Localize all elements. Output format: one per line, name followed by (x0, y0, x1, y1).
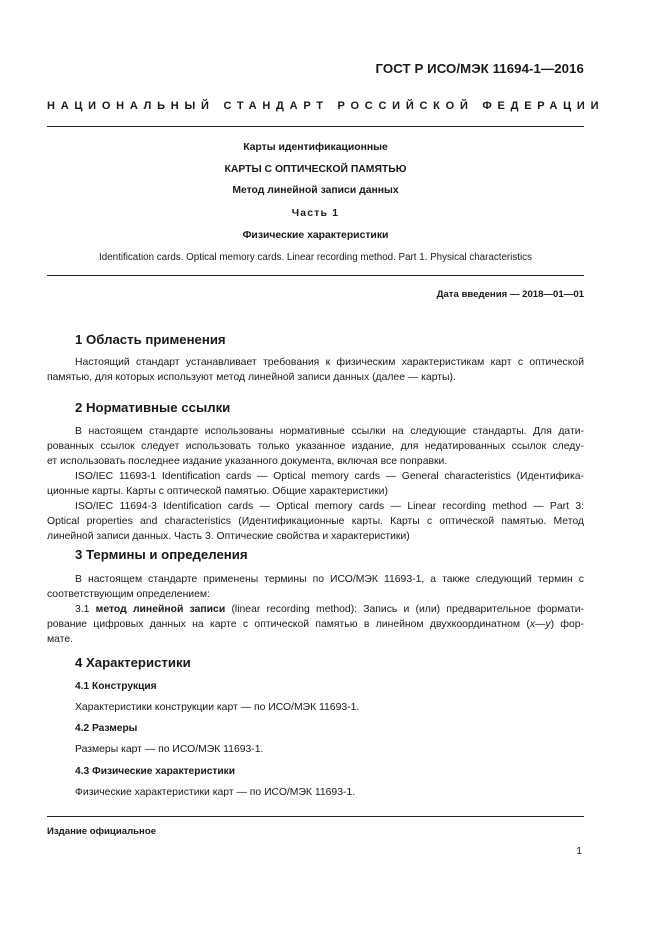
coord-x: x (529, 619, 536, 630)
title-english: Identification cards. Optical memory cards. Linear recording method. Part 1. Physical characteristics (99, 252, 532, 263)
subsection-4-1-text: Характеристики конструкции карт — по ИСО/МЭК 11693-1. (75, 702, 360, 713)
subsection-4-1-heading: 4.1 Конструкция (75, 681, 157, 692)
section-2-line-7: Optical properties and characteristics (Идентификационные карты. Карты с оптической памятью. Метод (47, 516, 584, 527)
coord-y: y (545, 619, 551, 630)
effective-date: Дата введения — 2018—01—01 (436, 289, 584, 300)
section-3-line-2: соответствующим определением: (47, 589, 210, 600)
national-standard-banner: НАЦИОНАЛЬНЫЙ СТАНДАРТ РОССИЙСКОЙ ФЕДЕРАЦИИ (47, 100, 605, 112)
section-2-line-8: линейной записи данных. Часть 3. Оптические свойства и характеристики) (47, 531, 410, 542)
term-definition-cont: рование цифровых данных на карте с оптической памятью в линейном двухкоординатном ( (47, 619, 530, 630)
subsection-4-3-heading: 4.3 Физические характеристики (75, 766, 235, 777)
term-definition-end: ) фор- (550, 619, 585, 630)
section-2-line-3: ет использовать последнее издание указанного документа, включая все поправки. (47, 456, 448, 467)
section-2-line-5: ционные карты. Карты с оптической памятью. Общие характеристики) (47, 486, 388, 497)
section-1-text-line-1: Настоящий стандарт устанавливает требования к физическим характеристикам карт с оптической (75, 357, 584, 368)
subsection-4-2-heading: 4.2 Размеры (75, 723, 138, 734)
term-number: 3.1 (75, 604, 90, 615)
section-2-line-4: ISO/IEC 11693-1 Identification cards — Optical memory cards — General characteristics (Идентифика- (75, 471, 584, 482)
title-line-2: КАРТЫ С ОПТИЧЕСКОЙ ПАМЯТЬЮ (224, 164, 407, 175)
title-line-3: Метод линейной записи данных (232, 185, 399, 196)
edition-label: Издание официальное (47, 826, 157, 837)
section-1-heading: 1 Область применения (75, 332, 226, 347)
title-line-1: Карты идентификационные (243, 142, 388, 153)
term-definition-start: (linear recording method): Запись и (или) предварительное формати- (231, 604, 584, 615)
section-2-line-2: рованных ссылок следует использовать только указанное издание, для недатированных ссылок следу- (47, 441, 584, 452)
title-part: Часть 1 (291, 208, 340, 219)
section-3-line-5: мате. (47, 634, 74, 645)
section-4-heading: 4 Характеристики (75, 655, 191, 670)
coord-dash: — (535, 619, 546, 630)
term-name: метод линейной записи (95, 604, 226, 615)
section-3-line-1: В настоящем стандарте применены термины по ИСО/МЭК 11693-1, а также следующий термин с (75, 574, 584, 585)
title-rule (47, 275, 584, 276)
subsection-4-3-text: Физические характеристики карт — по ИСО/МЭК 11693-1. (75, 787, 356, 798)
section-3-line-4 (47, 617, 584, 633)
page-number: 1 (576, 846, 582, 857)
section-2-line-6: ISO/IEC 11694-3 Identification cards — Optical memory cards — Linear recording method — Part 3: (75, 501, 584, 512)
header-rule (47, 126, 584, 127)
section-1-text-line-2: памятью, для которых используют метод линейной записи данных (далее — карты). (47, 372, 456, 383)
section-3-term-line (75, 602, 584, 618)
title-subtitle: Физические характеристики (242, 230, 389, 241)
footer-rule (47, 816, 584, 817)
document-code: ГОСТ Р ИСО/МЭК 11694-1—2016 (375, 61, 584, 76)
section-3-heading: 3 Термины и определения (75, 547, 248, 562)
subsection-4-2-text: Размеры карт — по ИСО/МЭК 11693-1. (75, 744, 264, 755)
section-2-line-1: В настоящем стандарте использованы нормативные ссылки на следующие стандарты. Для дати- (75, 426, 584, 437)
section-2-heading: 2 Нормативные ссылки (75, 400, 231, 415)
